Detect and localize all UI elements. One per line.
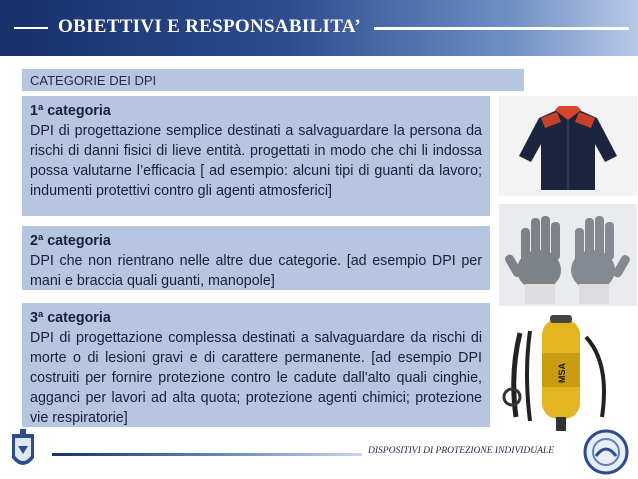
cylinder-label: MSA	[557, 363, 567, 383]
category-3-heading: 3ª categoria	[30, 310, 111, 326]
logo-icon	[582, 428, 630, 476]
category-2-heading: 2ª categoria	[30, 233, 111, 249]
category-1-text: DPI di progettazione semplice destinati a salvaguardare la persona da rischi di danni fisici di lieve entità. progettati in modo che chi li indossa possa valutarne l’efficacia [ ad esempio: alcuni tipi di guanti da lavoro; indumenti protettivi contro gli agenti atmosferici]	[30, 123, 482, 199]
page-title: OBIETTIVI E RESPONSABILITA’	[58, 16, 362, 37]
category-1-box	[22, 96, 490, 216]
section-label: CATEGORIE DEI DPI	[22, 69, 524, 91]
header-rule-left	[14, 27, 48, 29]
category-2-text: DPI che non rientrano nelle altre due categorie. [ad esempio DPI per mani e braccia quali guanti, manopole]	[30, 253, 482, 289]
category-3-text: DPI di progettazione complessa destinati a salvaguardare da rischi di morte o di lesioni gravi e di carattere permanente. [ad esempio DPI costruiti per fornire protezione contro le cadute dall'alto quali cinghie, agganci per lavori ad alta quota; protezione agenti chimici; protezione vie respiratorie]	[30, 330, 482, 426]
gloves-photo	[499, 204, 637, 306]
category-2-box	[22, 226, 490, 290]
crest-icon	[6, 428, 40, 474]
category-3-box	[22, 303, 490, 427]
footer-rule	[52, 453, 362, 456]
breathing-apparatus-photo	[490, 313, 638, 435]
header-rule-right	[374, 27, 629, 30]
category-1-heading: 1ª categoria	[30, 103, 111, 119]
jacket-photo	[499, 96, 637, 196]
header-band	[0, 0, 638, 56]
footer-text: DISPOSITIVI DI PROTEZIONE INDIVIDUALE	[368, 446, 555, 456]
